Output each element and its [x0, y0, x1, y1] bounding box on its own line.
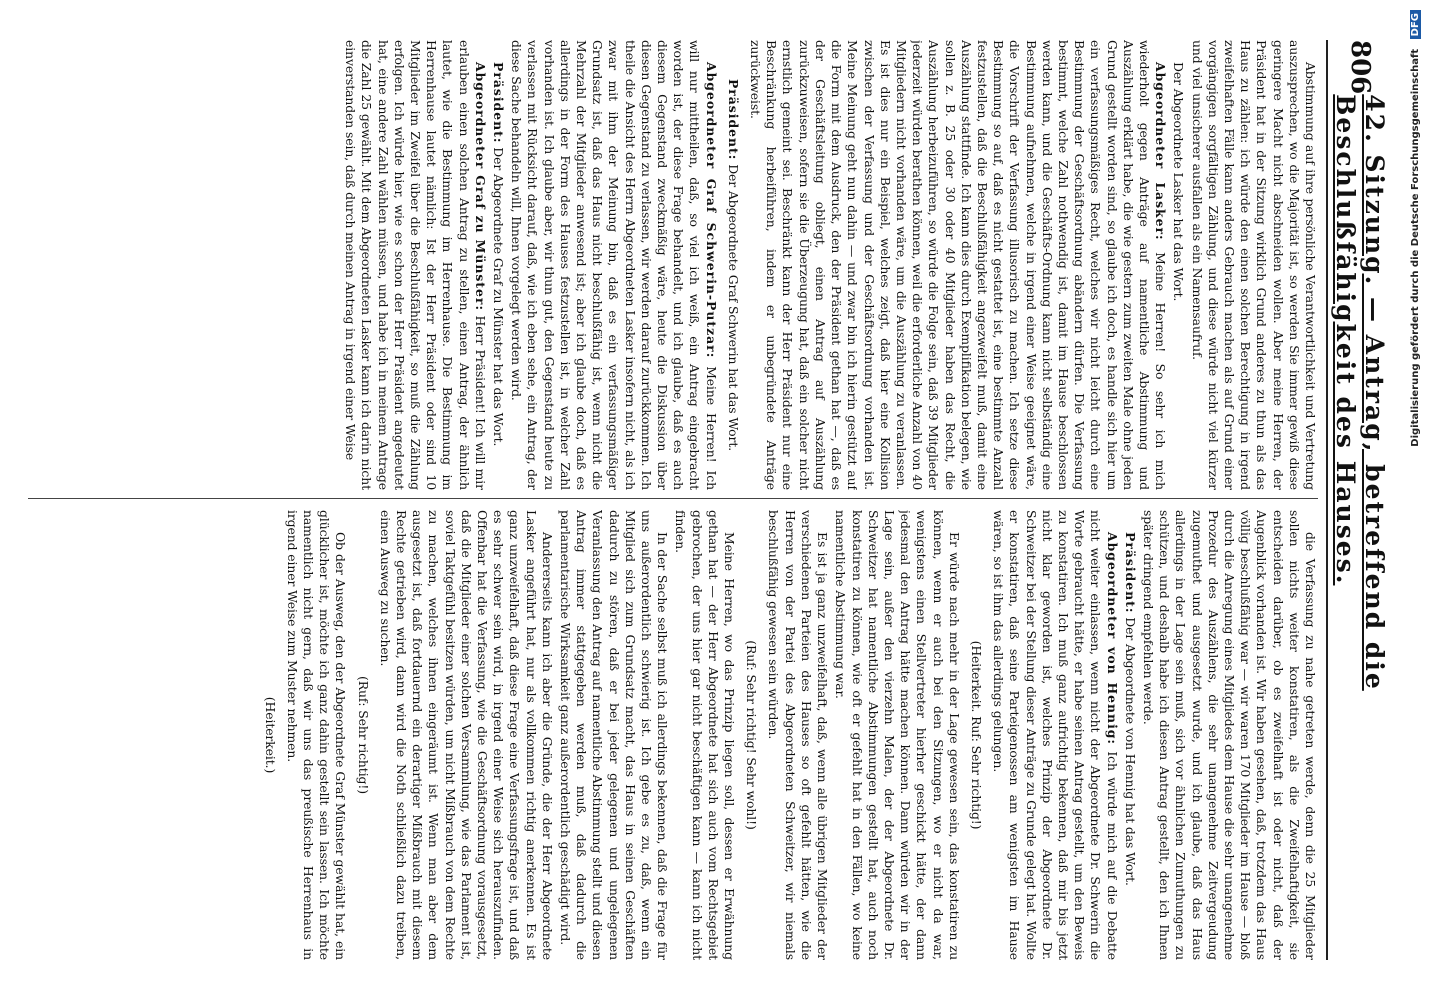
paragraph: [508, 40, 719, 490]
paragraph: [1122, 510, 1138, 960]
paragraph: [490, 40, 506, 490]
paragraph: [968, 510, 984, 960]
speaker-name: Präsident:: [491, 62, 507, 144]
page-header: [1330, 40, 1390, 960]
paragraph-text: Der Abgeordnete Graf Schwerin hat das Wort.: [725, 164, 741, 452]
paragraph: [1140, 510, 1318, 960]
paragraph: [672, 510, 737, 960]
paragraph-text: Er würde nach mehr in der Lage gewesen sein, das konstatiren zu können, wenn er auch bei den Sitzungen, wo er nicht da war, wenigstens einen Stellvertreter hierher geschickt hätte, der dann jedesmal den Antrag hätte machen können. Dann würden wir in der Lage sein, außer den vierzehn Malen, der der Abgeordnete Dr. Schweitzer hat namentliche Abstimmungen gestellt hat, auch noch konstatiren zu können, wie oft er gefehlt hat in den Fällen, wo keine namentliche Abstimmung war.: [833, 510, 962, 960]
paragraph-text: Abstimmung auf ihre persönliche Verantwortlichkeit und Vertretung auszusprechen, wo die Majorität ist, so werden Sie immer gewiß diese geringere Macht nicht abschneiden wollen. Aber meine Herren, der Präsident hat in der Sitzung wirklich Grund anderes zu thun als das Haus zu zählen: ich würde den einen solchen Berechtigung in irgend zweifelhaften Fälle kann anders Gebrauch machen als auf Grund einer vorgängigen sorgfältigen Zählung, und diese würde nicht viel kürzer und viel unsicherer ausfallen als ein Namensaufruf.: [1189, 40, 1318, 490]
paragraph-text: Andererseits kann ich aber die Gründe, die der Herr Abgeordnete Lasker angeführt hat, nur als vollkommen richtig anerkennen. Es ist ganz unzweifelhaft, daß diese Frage eine Verfassungsfrage ist, und daß es sehr schwer sein wird, in irgend einer Weise sich herauszufinden. Offenbar hat die Verfassung, wie die Geschäftsordnung vorausgesetzt, daß die Mitglieder einer solchen Versammlung, wie das Parlament ist, soviel Taktgefühl besitzen würden, um nicht Mißbrauch von dem Rechte zu machen, welches ihnen eingeräumt ist. Wenn man aber dem ausgesetzt ist, daß fortdauernd ein derartiger Mißbrauch mit diesem Rechte getrieben wird, dann wird die Noth schließlich dazu treiben, einen Ausweg zu suchen.: [377, 510, 555, 960]
paragraph-text: Der Abgeordnete von Hennig hat das Wort.: [1122, 617, 1138, 886]
paragraph-text: die Verfassung zu nahe getreten werde, denn die 25 Mitglieder sollen nichts weiter konstatiren, als die Zweifelhaftigkeit, sie entscheiden darüber, ob es zweifelhaft ist oder nicht, daß der Augenblick vorhanden ist. Wir haben gesehen, daß, trotzdem das Haus völlig beschlußfähig war — wir waren 170 Mitglieder im Hause — bloß durch die Anregung eines Mitgliedes dem Hause die sehr unangenehme Prozedur des Auszählens, die sehr unangenehme Zeitvergeudung zugemuthet und ausgesetzt wurde, und ich glaube, daß das Haus allerdings in der Lage sein muß, sich vor ähnlichen Zumuthungen zu schützen, und deshalb habe ich diesen Antrag gestellt, den ich Ihnen später dringend empfehlen werde.: [1140, 510, 1318, 960]
paragraph: [1188, 40, 1318, 490]
paragraph-text: Meine Herren! Ich will nur mittheilen, daß, so viel ich weiß, ein Antrag eingebracht worden ist, der diese Frage behandelt, und ich glaube, daß es auch diesem Gegenstand zweckmäßig wäre, heute die Diskussion über diesen Gegenstand zu verlassen, wir werden darauf zurückkommen. Ich theile die Ansicht des Herrn Abgeordneten Lasker insofern nicht, als ich zwar mit ihm der Meinung bin, daß es ein verfassungsmäßiger Grundsatz ist, daß das Haus nicht beschlußfähig ist, wenn nicht die Mehrzahl der Mitglieder anwesend ist; aber ich glaube doch, daß es allerdings in der Form des Hauses festzustellen ist, in welcher Zahl vorhanden ist. Ich glaube aber, wir thun gut, den Gegenstand heute zu verlassen mit Rücksicht darauf, daß, wie ich eben sehe, ein Antrag, der diese Sache behandeln will, Ihnen vorgelegt werden wird.: [509, 40, 719, 490]
paragraph: [557, 510, 670, 960]
paragraph: [261, 510, 277, 960]
left-column: [28, 40, 1318, 490]
page-title: 42. Sitzung. — Antrag, betreffend die Beschlußfähigkeit des Hauses.: [1331, 94, 1389, 691]
dfg-credit-text: Digitalisierung gefördert durch die Deutsche Forschungsgemeinschaft: [1410, 48, 1421, 447]
speaker-name: Abgeordneter von Hennig:: [1104, 532, 1120, 746]
paragraph-text: Ich würde mich auf die Debatte nicht weiter einlassen, wenn nicht der Abgeordnete Dr. Schwerin die Worte gebraucht hätte, er habe seinen Antrag gestellt, um den Beweis zu konstatiren. Ich muß ganz aufrichtig bekennen, daß mir bis jetzt nicht klar geworden ist, welches Prinzip der Abgeordnete Dr. Schweitzer bei der Stellung dieser Anträge zu Grunde gelegt hat. Wollte er konstatiren, daß seine Parteigenossen am wenigsten im Hause wären, so ist ihm das allerdings gelungen.: [991, 510, 1120, 960]
paragraph: [725, 40, 741, 490]
paragraph: [990, 510, 1120, 960]
paragraph: [765, 510, 830, 960]
paragraph: [377, 510, 555, 960]
header-rule: [1326, 40, 1328, 960]
paragraph-text: Es ist ja ganz unzweifelhaft, daß, wenn alle übrigen Mitglieder der verschiedenen Parteien des Hauses so oft gefehlt hätten, wie die Herren von der Partei des Abgeordneten Schweitzer, wir niemals beschlußfähig gewesen sein würden.: [766, 510, 831, 960]
paragraph-text: Herr Präsident! Ich will mir erlauben einen solchen Antrag zu stellen, einen Antrag, der ähnlich lautet, wie die Bestimmung im Herrenhause. Die Bestimmung im Herrenhause lautet nämlich: Ist der Herr Präsident oder sind 10 Mitglieder im Zweifel über die Beschlußfähigkeit, so muß die Zählung erfolgen. Ich würde hier, wie es schon der Herr Präsident angedeutet hat, eine andere Zahl wählen müssen, und habe ich in meinem Antrage die Zahl 25 gewählt. Mit dem Abgeordneten Lasker kann ich darin nicht einverstanden sein, daß durch meinen Antrag in irgend einer Weise: [343, 40, 488, 490]
paragraph: [354, 510, 370, 960]
dfg-credit: [1408, 10, 1428, 995]
paragraph: [747, 40, 1168, 490]
paragraph-text: (Ruf: Sehr richtig!): [355, 676, 371, 794]
speaker-name: Abgeordneter Graf Schwerin-Putzar:: [703, 62, 719, 359]
paragraph: [1170, 40, 1186, 490]
speaker-name: Abgeordneter Lasker:: [1153, 62, 1169, 241]
paragraph-text: Der Abgeordnete Lasker hat das Wort.: [1171, 62, 1187, 302]
right-column: [28, 510, 1318, 960]
paragraph-text: (Heiterkeit. Ruf: Sehr richtig!): [968, 640, 984, 830]
page-number: 806: [1345, 40, 1375, 95]
paragraph-text: In der Sache selbst muß ich allerdings bekennen, daß die Frage für uns außerordentlich schwierig ist. Ich gebe es zu, daß, wenn ein Mitglied sich zum Grundsatz macht, das Haus in seinen Geschäften dadurch zu stören, daß er bei jeder gelegenen und ungelegenen Veranlassung den Antrag auf namentliche Abstimmung stellt und diesen Antrag immer stattgegeben werden muß, daß dadurch die parlamentarische Wirksamkeit ganz außerordentlich geschädigt wird.: [558, 510, 671, 960]
speaker-name: Präsident:: [1122, 532, 1138, 614]
speaker-name: Abgeordneter Graf zu Münster:: [472, 62, 488, 312]
paragraph-text: (Ruf: Sehr richtig! Sehr wohl!): [744, 640, 760, 830]
paragraph: [284, 510, 349, 960]
paragraph-text: Der Abgeordnete Graf zu Münster hat das Wort.: [491, 147, 507, 447]
paragraph-text: Ob der Ausweg, den der Abgeordnete Graf Münster gewählt hat, ein glücklicher ist, möchte ich ganz dahin gestellt sein lassen. Ich möchte namentlich nicht gern, daß wir uns das preußische Herrenhaus in irgend einer Weise zum Muster nehmen.: [284, 510, 349, 960]
paragraph: [342, 40, 488, 490]
document-page: [10, 20, 1400, 980]
dfg-logo: DFG: [1410, 10, 1421, 39]
column-divider: [28, 498, 1318, 499]
paragraph-text: Meine Herren! So sehr ich mich wiederholt gegen Anträge auf namentliche Abstimmung und Auszählung erklärt habe, die wie gestern zum zweiten Male ohne jeden Grund gestellt worden sind, so glaube ich doch, es handle sich hier um ein verfassungsmäßiges Recht, welches wir nicht leicht durch eine Bestimmung der Geschäftsordnung abändern dürfen. Die Verfassung bestimmt, welche Zahl nothwendig ist, damit im Hause beschlossen werden kann, und die Geschäfts-Ordnung kann nicht selbständig eine Bestimmung aufnehmen, welche in irgend einer Weise geeignet wäre, die Vorschrift der Verfassung illusorisch zu machen. Ich setze diese Bestimmung so auf, daß es nicht gestattet ist, eine bestimmte Anzahl festzustellen, daß die Beschlußfähigkeit angezweifelt muß, damit eine Auszählung stattfinde. Ich kann dies durch Exemplifikation belegen, wie sollen z. B. 25 oder 30 oder 40 Mitglieder haben das Recht, die Auszählung herbeizuführen, so würde die Folge sein, daß 39 Mitglieder jederzeit würden berathen können, weil die erforderliche Anzahl von 40 Mitgliedern nicht vorhanden wäre, um die Auszählung zu veranlassen. Es ist dies nur ein Beispiel, welches zeigt, daß hier eine Kollision zwischen der Verfassung und der Geschäftsordnung vorhanden ist. Meine Meinung geht nun dahin — und zwar bin ich hierin gestützt auf die Form mit dem Ausdruck, den der Präsident gethan hat —, daß es der Geschäftsleitung obliegt, einen Antrag auf Auszählung zurückzuweisen, sofern sie die Überzeugung hat, daß ein solcher nicht ernstlich gemeint sei. Beschränkt kann der Herr Präsident nur eine Beschränkung herbeiführen, indem er unbegründete Anträge zurückweist.: [748, 40, 1169, 490]
paragraph-text: (Heiterkeit.): [262, 696, 278, 774]
paragraph: [832, 510, 962, 960]
paragraph-text: Meine Herren, wo das Prinzip liegen soll, dessen er Erwähnung gethan hat — der Herr Abgeordnete hat sich auch vom Rechtsgebiet gebrochen, der uns hier gar nicht beschäftigen kann — kann ich nicht finden.: [673, 510, 738, 960]
paragraph: [743, 510, 759, 960]
speaker-name: Präsident:: [725, 78, 741, 161]
